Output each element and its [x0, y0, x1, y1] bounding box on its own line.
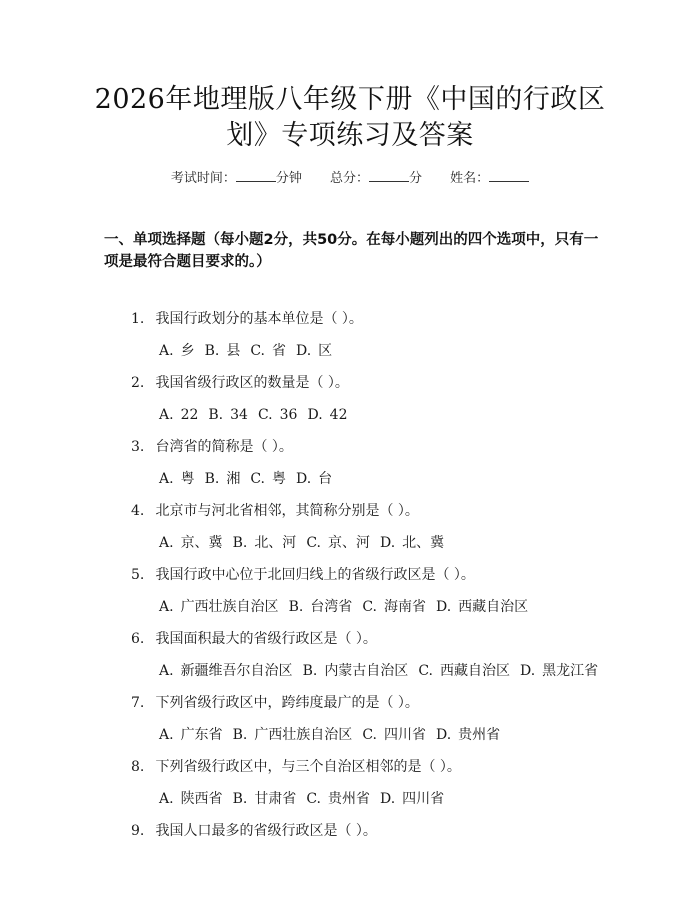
question-number: 1. [131, 311, 145, 327]
option-b [233, 535, 297, 551]
option-text: 湘 [226, 471, 241, 487]
question-number: 6. [131, 631, 145, 647]
total-score-unit: 分 [409, 171, 423, 186]
option-a [159, 471, 195, 487]
option-text: 贵州省 [458, 727, 501, 743]
question-text: 我国行政划分的基本单位是（ ）。 [155, 311, 363, 327]
option-c [250, 471, 286, 487]
option-text: 县 [226, 343, 241, 359]
option-text: 台湾省 [310, 599, 353, 615]
option-text: 广东省 [180, 727, 223, 743]
option-text: 北、冀 [402, 535, 445, 551]
option-text: 22 [180, 407, 199, 423]
question-8 [131, 757, 651, 777]
option-text: 甘肃省 [254, 791, 297, 807]
option-text: 36 [279, 407, 298, 423]
question-text: 我国人口最多的省级行政区是（ ）。 [155, 823, 377, 839]
option-letter: D. [295, 471, 312, 487]
total-score-blank [369, 168, 409, 182]
option-c [250, 343, 286, 359]
question-1 [131, 309, 651, 329]
option-letter: A. [159, 407, 174, 423]
option-c [306, 791, 370, 807]
question-number: 5. [131, 567, 145, 583]
option-d [436, 599, 528, 615]
option-text: 粤 [271, 471, 286, 487]
option-letter: A. [159, 535, 174, 551]
total-score [330, 168, 422, 189]
option-d [380, 535, 444, 551]
option-a [159, 727, 223, 743]
option-b [233, 791, 297, 807]
option-text: 42 [329, 407, 348, 423]
option-letter: B. [232, 791, 248, 807]
option-letter: A. [159, 471, 174, 487]
option-b [208, 407, 248, 423]
exam-time [171, 168, 302, 189]
option-text: 新疆维吾尔自治区 [180, 663, 293, 679]
option-text: 粤 [180, 471, 195, 487]
option-letter: A. [159, 791, 174, 807]
option-c [362, 727, 426, 743]
option-c [258, 407, 298, 423]
question-text: 下列省级行政区中，与三个自治区相邻的是（ ）。 [155, 759, 461, 775]
option-letter: C. [250, 471, 265, 487]
option-text: 区 [318, 343, 333, 359]
option-text: 省 [271, 343, 286, 359]
question-text: 我国行政中心位于北回归线上的省级行政区是（ ）。 [155, 567, 475, 583]
option-a [159, 343, 195, 359]
option-a [159, 663, 293, 679]
question-3-options [159, 469, 679, 489]
question-text: 北京市与河北省相邻，其简称分别是（ ）。 [155, 503, 419, 519]
option-a [159, 407, 198, 423]
option-letter: A. [159, 727, 174, 743]
question-number: 3. [131, 439, 145, 455]
option-b [233, 727, 353, 743]
question-number: 9. [131, 823, 145, 839]
option-text: 乡 [180, 343, 195, 359]
question-5-options [159, 597, 679, 617]
page-title-line-2: 划》专项练习及答案 [226, 120, 474, 151]
question-2-options [159, 405, 679, 425]
question-text: 下列省级行政区中，跨纬度最广的是（ ）。 [155, 695, 419, 711]
option-b [289, 599, 353, 615]
option-text: 陕西省 [180, 791, 223, 807]
option-text: 贵州省 [327, 791, 370, 807]
section-title: 一、单项选择题（每小题2分，共50分。在每小题列出的四个选项中，只有一项是最符合题目要求的。） [104, 232, 599, 270]
option-letter: B. [232, 535, 248, 551]
option-text: 京、河 [327, 535, 370, 551]
option-letter: D. [435, 599, 452, 615]
exam-time-blank [236, 168, 276, 182]
option-a [159, 791, 223, 807]
option-text: 四川省 [383, 727, 426, 743]
option-letter: D. [379, 535, 396, 551]
option-a [159, 535, 223, 551]
option-letter: D. [307, 407, 323, 423]
option-letter: A. [159, 599, 174, 615]
exam-time-unit: 分钟 [275, 171, 302, 186]
question-6-options [159, 661, 679, 681]
option-a [159, 599, 279, 615]
option-letter: D. [435, 727, 452, 743]
option-b [303, 663, 409, 679]
question-4 [131, 501, 651, 521]
question-1-options [159, 341, 679, 361]
question-7 [131, 693, 651, 713]
option-c [418, 663, 510, 679]
option-d [380, 791, 444, 807]
option-letter: C. [306, 535, 321, 551]
question-9 [131, 821, 651, 841]
question-text: 我国省级行政区的数量是（ ）。 [155, 375, 349, 391]
page-title-line-1: 2026年地理版八年级下册《中国的行政区 [94, 84, 606, 115]
student-name [450, 168, 529, 189]
option-text: 内蒙古自治区 [324, 663, 409, 679]
option-letter: B. [204, 471, 220, 487]
option-text: 台 [318, 471, 333, 487]
option-letter: D. [379, 791, 396, 807]
question-text: 台湾省的简称是（ ）。 [155, 439, 293, 455]
total-score-label: 总分： [329, 171, 369, 186]
option-text: 黑龙江省 [542, 663, 599, 679]
option-text: 四川省 [402, 791, 445, 807]
question-7-options [159, 725, 679, 745]
question-number: 7. [131, 695, 145, 711]
option-letter: B. [204, 343, 220, 359]
option-letter: C. [418, 663, 433, 679]
question-number: 4. [131, 503, 145, 519]
option-letter: C. [250, 343, 265, 359]
option-b [205, 471, 241, 487]
option-c [362, 599, 426, 615]
option-letter: D. [519, 663, 536, 679]
option-d [296, 343, 332, 359]
option-b [205, 343, 241, 359]
student-name-blank [489, 168, 529, 182]
exam-info [0, 168, 700, 189]
option-text: 海南省 [383, 599, 426, 615]
option-text: 京、冀 [180, 535, 223, 551]
option-letter: A. [159, 663, 174, 679]
option-letter: C. [306, 791, 321, 807]
option-text: 广西壮族自治区 [180, 599, 279, 615]
question-number: 2. [131, 375, 145, 391]
option-d [520, 663, 598, 679]
option-letter: B. [232, 727, 248, 743]
option-text: 34 [230, 407, 248, 423]
option-letter: B. [288, 599, 304, 615]
option-letter: C. [362, 599, 377, 615]
option-letter: C. [362, 727, 377, 743]
question-3 [131, 437, 651, 457]
exam-time-label: 考试时间： [170, 171, 236, 186]
option-text: 北、河 [254, 535, 297, 551]
question-6 [131, 629, 651, 649]
option-letter: A. [159, 343, 174, 359]
option-c [306, 535, 370, 551]
option-letter: B. [302, 663, 318, 679]
option-text: 广西壮族自治区 [254, 727, 353, 743]
question-8-options [159, 789, 679, 809]
option-d [307, 407, 347, 423]
option-letter: C. [257, 407, 273, 423]
option-d [296, 471, 332, 487]
student-name-label: 姓名： [450, 171, 490, 186]
question-text: 我国面积最大的省级行政区是（ ）。 [155, 631, 377, 647]
option-letter: D. [295, 343, 312, 359]
question-4-options [159, 533, 679, 553]
option-d [436, 727, 500, 743]
question-5 [131, 565, 651, 585]
option-text: 西藏自治区 [458, 599, 529, 615]
option-text: 西藏自治区 [439, 663, 510, 679]
question-2 [131, 373, 651, 393]
question-number: 8. [131, 759, 145, 775]
option-letter: B. [208, 407, 224, 423]
